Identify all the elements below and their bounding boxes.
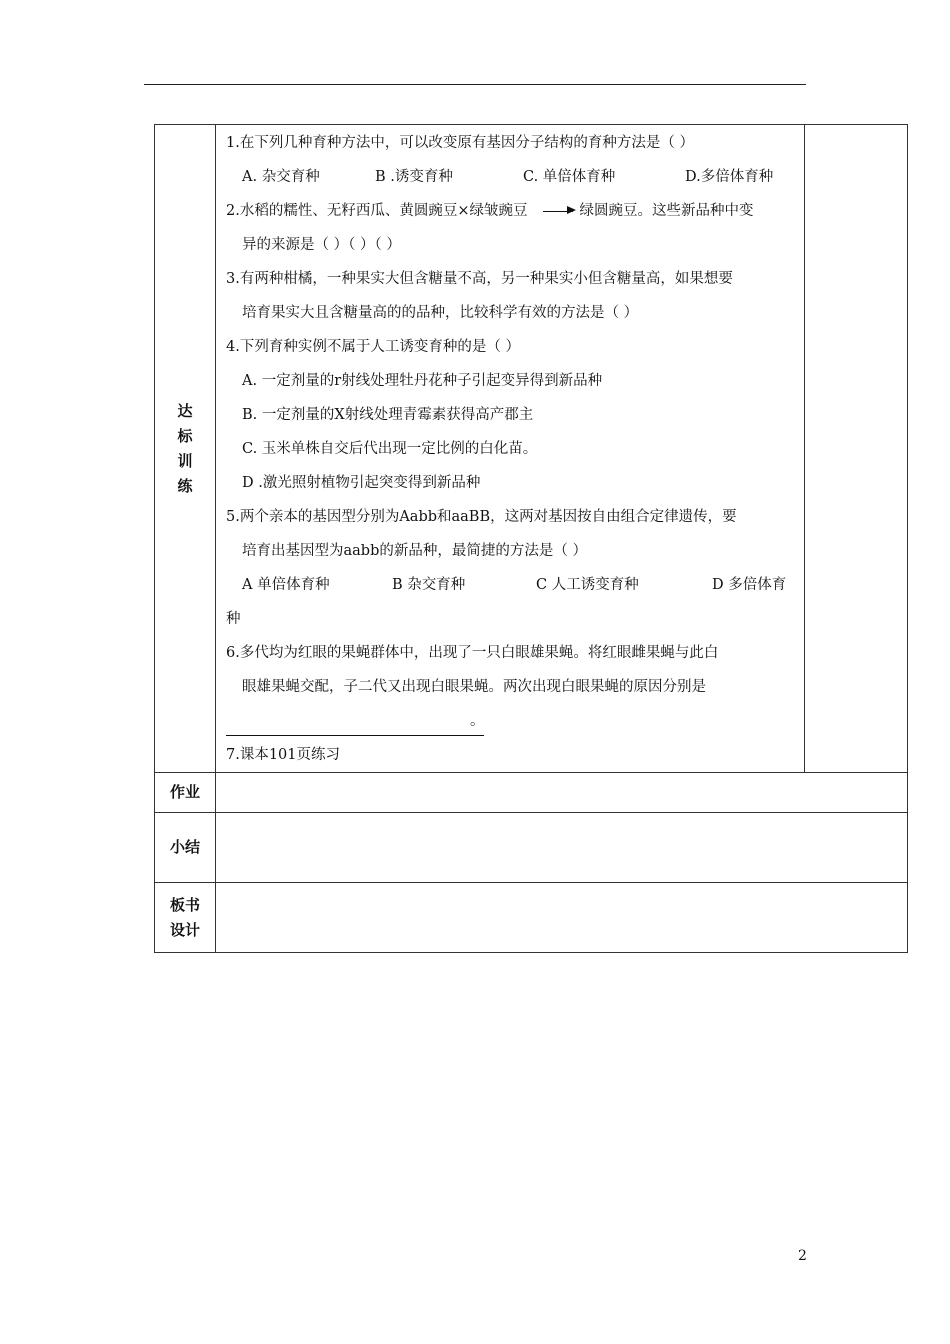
q1-option-a: A. 杂交育种 (242, 169, 320, 185)
board-design-content (216, 883, 908, 953)
board-design-label (155, 883, 216, 953)
section-label-char: 标 (177, 426, 193, 445)
summary-label: 小结 (155, 813, 216, 883)
q5-option-b: B 杂交育种 (392, 577, 466, 593)
question-5-wrap: 种 (226, 611, 241, 627)
page-number: 2 (798, 1248, 807, 1264)
homework-row (155, 773, 908, 813)
question-1-options (226, 162, 798, 196)
lesson-table (154, 124, 908, 953)
q1-option-b: B .诱变育种 (375, 169, 453, 185)
question-3-line-1: 3.有两种柑橘，一种果实大但含糖量不高，另一种果实小但含糖量高，如果想要 (226, 271, 733, 287)
question-6-answer-line (226, 706, 798, 740)
question-2-line-1 (226, 196, 798, 230)
q4-option-b: B. 一定剂量的X射线处理青霉素获得高产郡主 (242, 407, 534, 423)
training-content-cell (216, 125, 805, 773)
question-5-options (226, 570, 798, 604)
board-design-label-line: 板书 (169, 895, 200, 914)
homework-content (216, 773, 908, 813)
question-6-line-2: 眼雄果蝇交配，子二代又出现白眼果蝇。两次出现白眼果蝇的原因分别是 (242, 679, 706, 695)
board-design-label-line: 设计 (169, 920, 200, 939)
section-label-char: 训 (177, 451, 193, 470)
board-design-row (155, 883, 908, 953)
q2-text-before: 2.水稻的糯性、无籽西瓜、黄圆豌豆×绿皱豌豆 (226, 203, 528, 219)
header-rule (144, 84, 806, 85)
question-3-line-2: 培育果实大且含糖量高的的品种，比较科学有效的方法是（ ） (242, 305, 639, 321)
question-1-text: 1.在下列几种育种方法中，可以改变原有基因分子结构的育种方法是（ ） (226, 135, 694, 151)
q5-option-c: C 人工诱变育种 (536, 577, 639, 593)
q5-option-a: A 单倍体育种 (242, 577, 330, 593)
q6-end-mark: 。 (470, 713, 485, 729)
answer-blank (226, 713, 484, 736)
question-list (216, 125, 804, 772)
q4-option-a: A. 一定剂量的r射线处理牡丹花种子引起变异得到新品种 (242, 373, 603, 389)
question-2-line-2: 异的来源是（ ）（ ）（ ） (242, 237, 401, 253)
q1-option-d: D.多倍体育种 (685, 169, 774, 185)
question-5-line-2: 培育出基因型为aabb的新品种，最简捷的方法是（ ） (242, 543, 587, 559)
q1-option-c: C. 单倍体育种 (523, 169, 616, 185)
question-6-line-1: 6.多代均为红眼的果蝇群体中，出现了一只白眼雄果蝇。将红眼雌果蝇与此白 (226, 645, 719, 661)
arrow-icon (543, 211, 573, 212)
summary-content (216, 813, 908, 883)
q5-option-d: D 多倍体育 (712, 577, 787, 593)
section-label-char: 达 (177, 401, 193, 420)
question-7-text: 7.课本101页练习 (226, 747, 341, 763)
training-row (155, 125, 908, 773)
extra-column-cell (805, 125, 908, 773)
section-label-char: 练 (177, 476, 193, 495)
q2-text-after: 绿圆豌豆。这些新品种中变 (579, 203, 754, 219)
summary-row (155, 813, 908, 883)
question-4-text: 4.下列育种实例不属于人工诱变育种的是（ ） (226, 339, 520, 355)
q4-option-d: D .激光照射植物引起突变得到新品种 (242, 475, 481, 491)
question-5-line-1: 5.两个亲本的基因型分别为Aabb和aaBB，这两对基因按自由组合定律遗传，要 (226, 509, 737, 525)
homework-label: 作业 (155, 773, 216, 813)
section-label-training (155, 125, 216, 773)
q4-option-c: C. 玉米单株自交后代出现一定比例的白化苗。 (242, 441, 538, 457)
